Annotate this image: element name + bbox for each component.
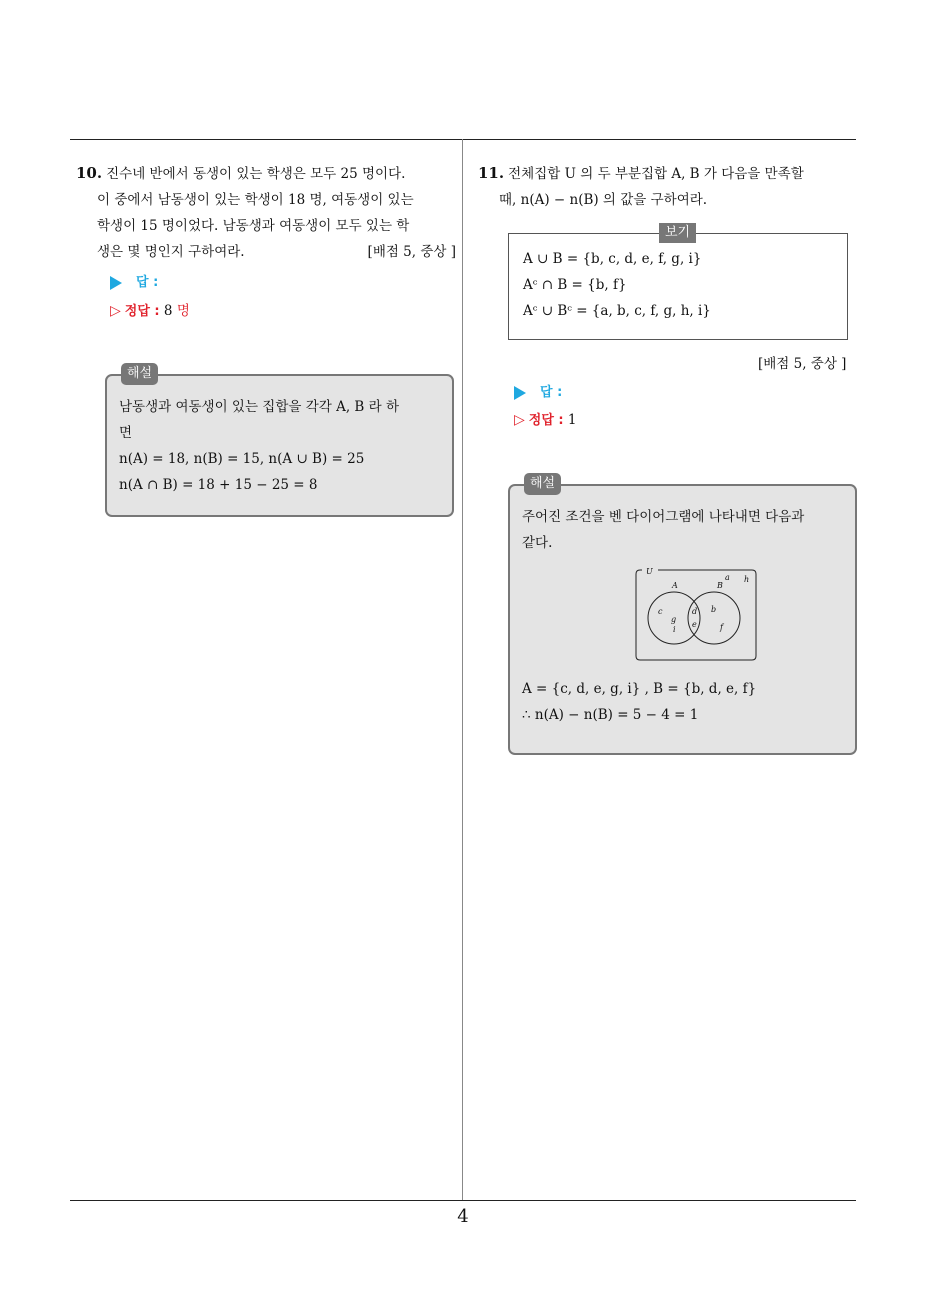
solution-line: ∴ n(A) − n(B) = 5 − 4 = 1 (522, 707, 699, 723)
solution-line: 면 (119, 425, 133, 441)
venn-element: f (720, 623, 723, 632)
venn-element: c (658, 607, 663, 616)
score-tag: [배점 5, 중상 ] (758, 356, 847, 372)
solution-line: 남동생과 여동생이 있는 집합을 각각 A, B 라 하 (119, 399, 399, 415)
venn-diagram (522, 560, 847, 672)
page-number: 4 (457, 1206, 469, 1227)
question-11-line-1: 11. 전체집합 U 의 두 부분집합 A, B 가 다음을 만족할 (478, 164, 804, 182)
question-10-line-2: 이 중에서 남동생이 있는 학생이 18 명, 여동생이 있는 (97, 192, 414, 208)
bogi-box (508, 225, 848, 340)
question-10 (76, 160, 456, 265)
triangle-outline-icon: ▷ (110, 303, 121, 319)
venn-set-b-label: B (717, 581, 723, 590)
solution-line: A = {c, d, e, g, i} , B = {b, d, e, f} (522, 681, 757, 697)
column-divider (462, 139, 463, 1201)
question-11 (478, 160, 858, 213)
correct-value: 8 (163, 303, 173, 319)
correct-value: 1 (567, 412, 577, 428)
solution-line: n(A ∩ B) = 18 + 15 − 25 = 8 (119, 477, 318, 493)
question-10-line-4: 생은 몇 명인지 구하여라. [배점 5, 중상 ] (76, 239, 456, 265)
play-icon (514, 386, 526, 400)
top-rule (70, 139, 856, 140)
triangle-outline-icon: ▷ (514, 412, 525, 428)
venn-element: d (692, 607, 698, 616)
question-11-line-2: 때, n(A) − n(B) 의 값을 구하여라. (499, 192, 708, 208)
solution-box-11 (508, 476, 857, 755)
solution-tag: 해설 (524, 473, 561, 495)
venn-element: h (744, 575, 750, 584)
solution-tag: 해설 (121, 363, 158, 385)
correct-answer-row: ▷ 정답 : 8 명 (110, 303, 190, 319)
answer-row: 답 : (514, 381, 562, 400)
question-10-line-1: 10. 진수네 반에서 동생이 있는 학생은 모두 25 명이다. (76, 164, 406, 182)
solution-box-10 (105, 366, 454, 517)
answer-row: 답 : (110, 271, 158, 290)
bogi-tag: 보기 (659, 223, 696, 243)
solution-line: 같다. (522, 535, 553, 551)
venn-universe-label: U (646, 567, 653, 576)
question-10-line-3: 학생이 15 명이었다. 남동생과 여동생이 모두 있는 학 (97, 218, 410, 234)
score-tag: [배점 5, 중상 ] (367, 244, 456, 260)
bottom-rule (70, 1200, 856, 1201)
bogi-line: Aᶜ ∩ B = {b, f} (523, 277, 627, 293)
venn-element: b (711, 605, 717, 614)
venn-element: e (692, 620, 697, 629)
venn-element: a (725, 573, 730, 582)
bogi-line: A ∪ B = {b, c, d, e, f, g, i} (523, 251, 702, 267)
bogi-line: Aᶜ ∪ Bᶜ = {a, b, c, f, g, h, i} (523, 303, 711, 319)
venn-element: i (673, 625, 676, 634)
question-number: 10. (76, 164, 103, 182)
correct-unit: 명 (176, 303, 190, 319)
venn-set-a-label: A (672, 581, 678, 590)
solution-line: n(A) = 18, n(B) = 15, n(A ∪ B) = 25 (119, 451, 365, 467)
question-number: 11. (478, 164, 505, 182)
correct-answer-row: ▷ 정답 : 1 (514, 412, 577, 428)
venn-element: g (671, 615, 677, 624)
play-icon (110, 276, 122, 290)
solution-line: 주어진 조건을 벤 다이어그램에 나타내면 다음과 (522, 509, 805, 525)
